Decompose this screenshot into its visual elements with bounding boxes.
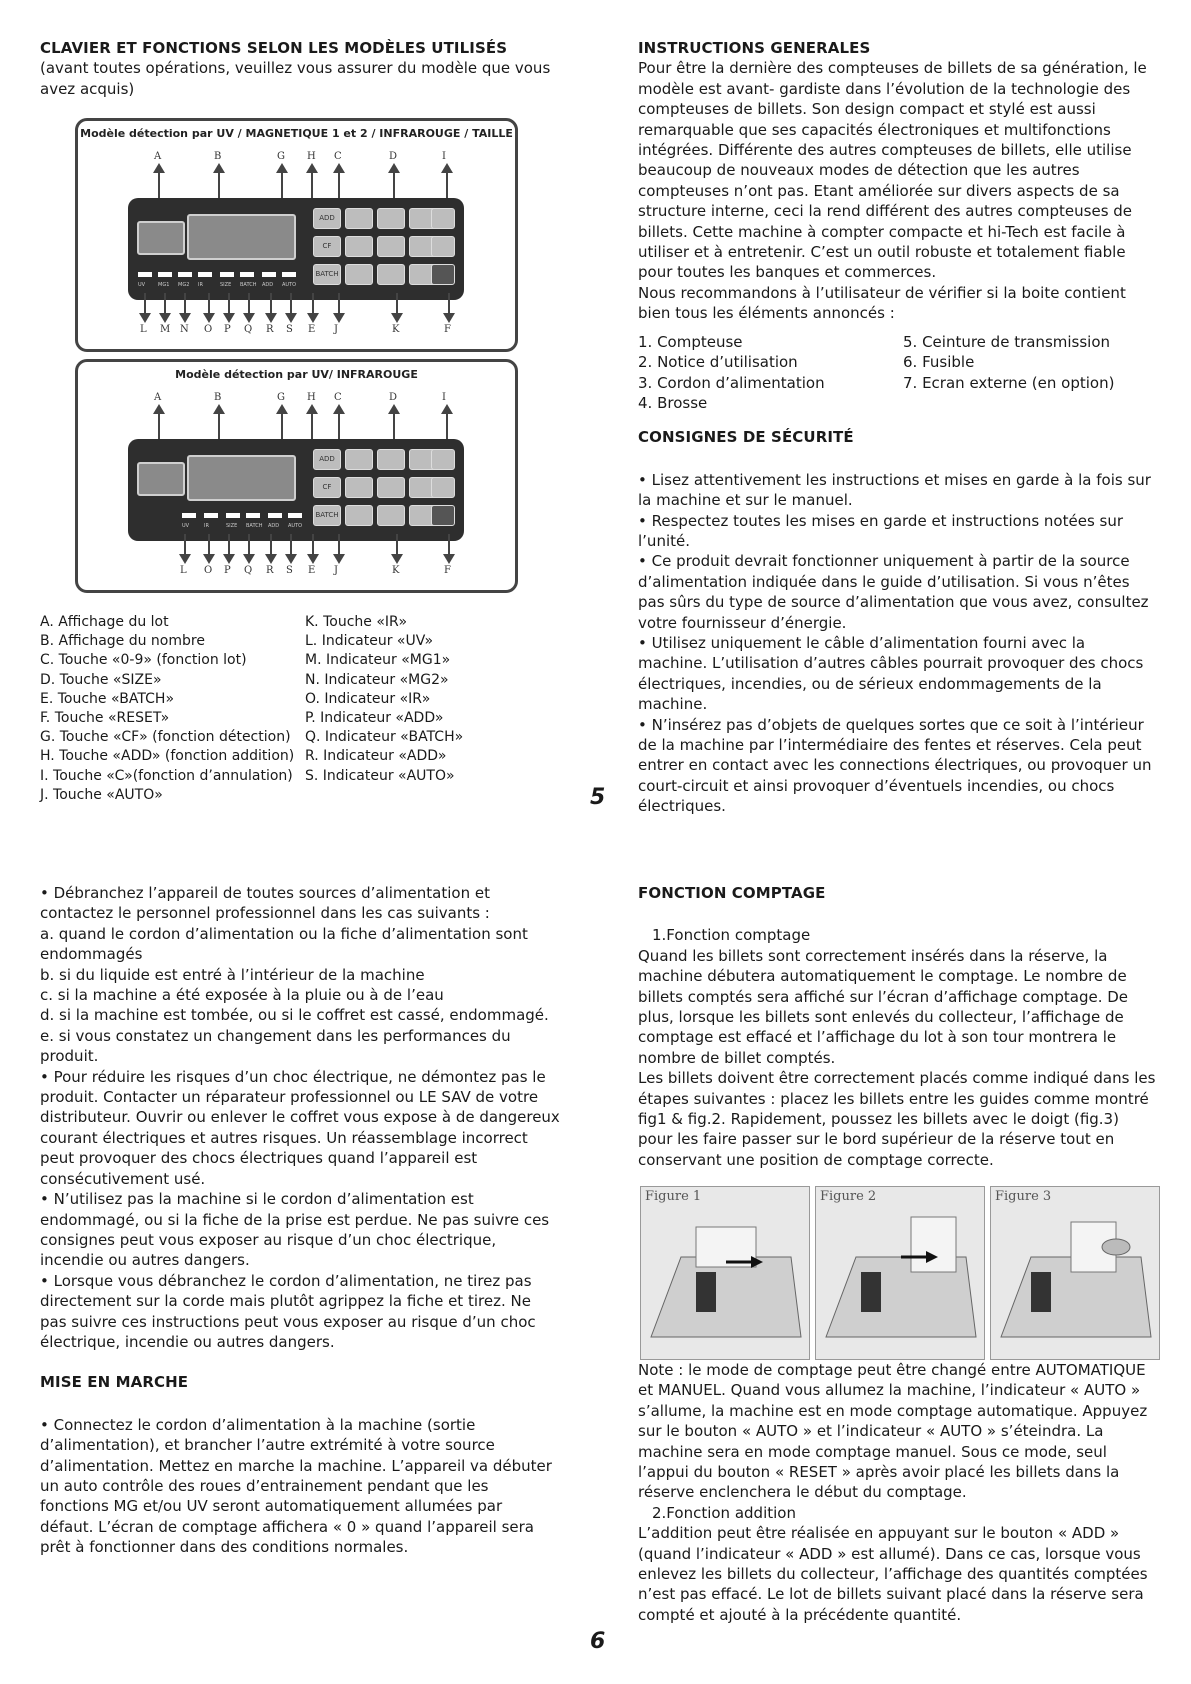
callout-arrow xyxy=(208,293,210,321)
legend-item: M. Indicateur «MG1» xyxy=(305,652,451,669)
addition-text: L’addition peut être réalisée en appuyant sur le bouton « ADD » (quand l’indicateur « ADD » est allumé). Dans ce cas, lorsque vous enlevez les billets du collecteur, l’affichage des quantités comptées n’est pas effacé. Le lot de billets suivant placé dans la réserve sera compté et ajouté à la précédente quantité. xyxy=(638,1524,1148,1624)
p5-right-column xyxy=(638,38,1158,817)
bottom-callout-label: P xyxy=(224,324,231,335)
bottom-callout-label: N xyxy=(180,324,189,335)
callout-arrow xyxy=(228,534,230,562)
counting-machine-illustration xyxy=(991,1187,1159,1359)
legend-item: G. Touche «CF» (fonction détection) xyxy=(40,729,291,746)
safety-heading: CONSIGNES DE SÉCURITÉ xyxy=(638,428,854,447)
callout-arrow xyxy=(248,534,250,562)
callout-arrow xyxy=(448,534,450,562)
counting-subheading: 1.Fonction comptage xyxy=(652,926,811,945)
bottom-callout-label: R xyxy=(266,565,274,576)
top-callout-label: B xyxy=(214,392,222,403)
top-callout-label: C xyxy=(334,392,342,403)
case-item: a. quand le cordon d’alimentation ou la fiche d’alimentation sont endommagés xyxy=(40,924,528,964)
general-instructions-heading: INSTRUCTIONS GENERALES xyxy=(638,39,871,57)
figure-2 xyxy=(815,1186,985,1360)
indicator-light xyxy=(288,513,302,518)
bottom-callout-label: Q xyxy=(244,324,253,335)
unplug-intro: • Débranchez l’appareil de toutes sources d’alimentation et contactez le personnel professionnel dans les cas suivants : xyxy=(40,884,490,923)
list-item: 7. Ecran externe (en option) xyxy=(903,373,1115,392)
callout-arrow xyxy=(228,293,230,321)
placement-text: Les billets doivent être correctement placés comme indiqué dans les étapes suivantes : placez les billets entre les guides comme montré fig1 & fig.2. Rapidement, poussez les billets avec le doigt (fig.3) pour les faire passer sur le bord supérieur de la réserve tout en conservant une position de comptage correcte. xyxy=(638,1069,1156,1169)
keypad-diagram-full-model xyxy=(75,118,518,352)
callout-arrow xyxy=(184,534,186,562)
p5-left-column xyxy=(40,38,560,99)
counting-machine-illustration xyxy=(641,1187,809,1359)
bottom-callout-label: O xyxy=(204,565,213,576)
legend-item: O. Indicateur «IR» xyxy=(305,690,431,707)
legend-item: N. Indicateur «MG2» xyxy=(305,671,449,688)
indicator-light xyxy=(204,513,218,518)
callout-arrow xyxy=(290,534,292,562)
p6-right-column-bottom xyxy=(638,1360,1158,1625)
key xyxy=(345,505,373,526)
keyboard-intro: (avant toutes opérations, veuillez vous assurer du modèle que vous avez acquis) xyxy=(40,59,551,98)
list-item: 6. Fusible xyxy=(903,353,975,372)
list-item: 3. Cordon d’alimentation xyxy=(638,373,825,392)
callout-arrow xyxy=(393,165,395,201)
list-item: 4. Brosse xyxy=(638,393,708,412)
page-number: 5 xyxy=(590,785,606,810)
safety-bullet: • Lisez attentivement les instructions et mises en garde à la fois sur la machine et sur le manuel. xyxy=(638,470,1151,510)
figure-3 xyxy=(990,1186,1160,1360)
key xyxy=(431,236,455,257)
key xyxy=(377,264,405,285)
batch-display xyxy=(137,462,185,496)
case-item: d. si la machine est tombée, ou si le coffret est cassé, endommagé. xyxy=(40,1006,549,1025)
callout-arrow xyxy=(248,293,250,321)
indicator-label: ADD xyxy=(268,523,280,529)
callout-arrow xyxy=(448,293,450,321)
contents-intro: Nous recommandons à l’utilisateur de vérifier si la boite contient bien tous les éléments annoncés : xyxy=(638,283,1126,323)
callout-arrow xyxy=(208,534,210,562)
case-item: b. si du liquide est entré à l’intérieur de la machine xyxy=(40,965,425,984)
note-text: Note : le mode de comptage peut être changé entre AUTOMATIQUE et MANUEL. Quand vous allumez la machine, l’indicateur « AUTO » s’allume, la machine est en mode comptage automatique. Appuyez sur le bouton « AUTO » et l’indicateur « AUTO » s’éteindra. La machine sera en mode comptage manuel. Sous ce mode, seul l’appui du bouton « RESET » après avoir placé les billets dans la réserve enclenchera le début du comptage. xyxy=(638,1361,1148,1502)
legend-left xyxy=(40,613,300,805)
bottom-callout-label: K xyxy=(392,324,400,335)
indicator-light xyxy=(220,272,234,277)
bottom-callout-label: J xyxy=(334,324,339,335)
key xyxy=(345,208,373,229)
count-display xyxy=(187,214,296,260)
callout-arrow xyxy=(393,406,395,442)
p6-right-column xyxy=(638,883,1158,1170)
callout-arrow xyxy=(446,406,448,442)
callout-arrow xyxy=(396,534,398,562)
list-item: 2. Notice d’utilisation xyxy=(638,353,798,372)
indicator-light xyxy=(226,513,240,518)
top-callout-label: G xyxy=(277,151,285,162)
key xyxy=(377,477,405,498)
top-callout-label: H xyxy=(307,392,316,403)
safety-bullet: • Pour réduire les risques d’un choc électrique, ne démontez pas le produit. Contacter un réparateur professionnel ou LE SAV de votre distributeur. Ouvrir ou enlever le coffret vous expose à de dangereux courant électriques et autres risques. Un réassemblage incorrect peut provoquer des chocs électriques quand l’appareil est consécutivement usé. xyxy=(40,1067,560,1188)
legend-item: E. Touche «BATCH» xyxy=(40,690,175,707)
keypad-panel xyxy=(128,439,464,541)
counting-text: Quand les billets sont correctement insérés dans la réserve, la machine débutera automatiquement le comptage. Le nombre de billets comptés sera affiché sur l’écran d’affichage comptage. De plus, lorsque les billets sont enlevés du collecteur, l’affichage de comptage est effacé et l’affichage du lot à son tour montrera le nombre de billet comptés. xyxy=(638,946,1129,1067)
batch-display xyxy=(137,221,185,255)
p6-left-column xyxy=(40,883,560,1558)
bottom-callout-label: J xyxy=(334,565,339,576)
callout-arrow xyxy=(396,293,398,321)
callout-arrow xyxy=(290,293,292,321)
bottom-callout-label: L xyxy=(140,324,147,335)
figure-label: Figure 3 xyxy=(995,1189,1052,1204)
callout-arrow xyxy=(158,406,160,442)
top-callout-label: D xyxy=(389,151,398,162)
bottom-callout-label: L xyxy=(180,565,187,576)
addition-subheading: 2.Fonction addition xyxy=(652,1503,796,1522)
cf-key: CF xyxy=(313,236,341,257)
keypad-panel xyxy=(128,198,464,300)
bottom-callout-label: S xyxy=(286,324,293,335)
callout-arrow xyxy=(338,293,340,321)
indicator-light xyxy=(178,272,192,277)
key xyxy=(377,236,405,257)
add-key: ADD xyxy=(313,208,341,229)
indicator-light xyxy=(240,272,254,277)
counting-heading: FONCTION COMPTAGE xyxy=(638,884,826,902)
bottom-callout-label: S xyxy=(286,565,293,576)
key xyxy=(431,477,455,498)
bottom-callout-label: Q xyxy=(244,565,253,576)
legend-item: L. Indicateur «UV» xyxy=(305,633,434,650)
batch-key: BATCH xyxy=(313,505,341,526)
diagram-title: Modèle détection par UV/ INFRAROUGE xyxy=(175,368,418,381)
key xyxy=(345,264,373,285)
top-callout-label: C xyxy=(334,151,342,162)
indicator-light xyxy=(158,272,172,277)
figure-1 xyxy=(640,1186,810,1360)
top-callout-label: A xyxy=(154,392,162,403)
callout-arrow xyxy=(184,293,186,321)
indicator-label: UV xyxy=(138,282,146,288)
top-callout-label: I xyxy=(442,392,446,403)
indicator-label: MG2 xyxy=(178,282,190,288)
key xyxy=(345,449,373,470)
key xyxy=(345,477,373,498)
keyboard-heading: CLAVIER ET FONCTIONS SELON LES MODÈLES UTILISÉS xyxy=(40,39,508,57)
legend-item: B. Affichage du nombre xyxy=(40,633,205,650)
key xyxy=(345,236,373,257)
indicator-label: ADD xyxy=(262,282,274,288)
indicator-light xyxy=(182,513,196,518)
callout-arrow xyxy=(270,534,272,562)
power-on-text: • Connectez le cordon d’alimentation à la machine (sortie d’alimentation), et brancher l’autre extrémité à votre source d’alimentation. Mettez en marche la machine. L’appareil va débuter un auto contrôle des roues d’entrainement pendant que les fonctions MG et/ou UV seront automatiquement allumées par défaut. L’écran de comptage affichera « 0 » quand l’appareil sera prêt à fonctionner dans des conditions normales. xyxy=(40,1415,552,1557)
indicator-label: BATCH xyxy=(240,282,257,288)
count-display xyxy=(187,455,296,501)
general-instructions-text: Pour être la dernière des compteuses de billets de sa génération, le modèle est avant- gardiste dans l’évolution de la technologie des compteuses de billets. Son design compact et stylé est aussi remarquable que ses capacités électroniques et multifonctions intégrées. Différente des autres compteuses de billets, elle utilise beaucoup de nouveaux modes de détection que les autres compteuses n’ont pas. Etant améliorée sur divers aspects de sa structure interne, ceci la rend différent des autres compteuses de billets. Cette machine à compter compacte et hi-Tech est facile à utiliser et à entretenir. C’est un outil robuste et totalement fiable pour toutes les banques et commerces. xyxy=(638,59,1147,282)
callout-arrow xyxy=(158,165,160,201)
callout-arrow xyxy=(311,165,313,201)
legend-item: D. Touche «SIZE» xyxy=(40,671,162,688)
indicator-label: AUTO xyxy=(282,282,297,288)
figure-label: Figure 1 xyxy=(645,1189,702,1204)
indicator-light xyxy=(138,272,152,277)
top-callout-label: I xyxy=(442,151,446,162)
safety-bullet: • Respectez toutes les mises en garde et instructions notées sur l’unité. xyxy=(638,511,1124,550)
callout-arrow xyxy=(218,406,220,442)
bottom-callout-label: F xyxy=(444,324,451,335)
indicator-light xyxy=(268,513,282,518)
callout-arrow xyxy=(270,293,272,321)
key xyxy=(377,449,405,470)
callout-arrow xyxy=(281,406,283,442)
callout-arrow xyxy=(338,406,340,442)
legend-item: K. Touche «IR» xyxy=(305,614,408,630)
legend-item: F. Touche «RESET» xyxy=(40,710,170,727)
bottom-callout-label: F xyxy=(444,565,451,576)
batch-key: BATCH xyxy=(313,264,341,285)
top-callout-label: G xyxy=(277,392,285,403)
indicator-label: MG1 xyxy=(158,282,170,288)
legend-item: R. Indicateur «ADD» xyxy=(305,748,447,765)
reset-key xyxy=(431,505,455,526)
top-callout-label: H xyxy=(307,151,316,162)
callout-arrow xyxy=(218,165,220,201)
callout-arrow xyxy=(144,293,146,321)
bottom-callout-label: E xyxy=(308,324,316,335)
list-item: 5. Ceinture de transmission xyxy=(903,332,1111,351)
legend-item: P. Indicateur «ADD» xyxy=(305,710,444,727)
bottom-callout-label: E xyxy=(308,565,316,576)
keypad-diagram-uv-ir-model xyxy=(75,359,518,593)
top-callout-label: A xyxy=(154,151,162,162)
legend-item: A. Affichage du lot xyxy=(40,614,169,630)
bottom-callout-label: P xyxy=(224,565,231,576)
power-on-heading: MISE EN MARCHE xyxy=(40,1373,189,1392)
key xyxy=(377,208,405,229)
indicator-light xyxy=(246,513,260,518)
safety-bullet: • Lorsque vous débranchez le cordon d’alimentation, ne tirez pas directement sur la corde mais plutôt agrippez la fiche et tirez. Ne pas suivre ces instructions peut vous exposer au risque d’un choc électrique, incendie ou autres dangers. xyxy=(40,1271,536,1351)
indicator-label: SIZE xyxy=(226,523,238,529)
cf-key: CF xyxy=(313,477,341,498)
safety-bullet: • N’utilisez pas la machine si le cordon d’alimentation est endommagé, ou si la fiche de la prise est perdue. Ne pas suivre ces consignes peut vous exposer au risque d’un choc électrique, incendie ou autres dangers. xyxy=(40,1190,550,1270)
bottom-callout-label: R xyxy=(266,324,274,335)
callout-arrow xyxy=(312,293,314,321)
counting-machine-illustration xyxy=(816,1187,984,1359)
callout-arrow xyxy=(338,534,340,562)
legend-item: Q. Indicateur «BATCH» xyxy=(305,729,464,746)
safety-bullet: • Utilisez uniquement le câble d’alimentation fourni avec la machine. L’utilisation d’autres câbles pourrait provoquer des chocs électriques, incendies, ou de sérieux endommagements de la machine. xyxy=(638,633,1144,714)
safety-bullet: • Ce produit devrait fonctionner uniquement à partir de la source d’alimentation indiquée dans le guide d’utilisation. Si vous n’êtes pas sûrs du type de source d’alimentation que vous avez, consultez votre fournisseur d’énergie. xyxy=(638,552,1149,632)
legend-item: S. Indicateur «AUTO» xyxy=(305,767,455,784)
list-item: 1. Compteuse xyxy=(638,332,743,351)
callout-arrow xyxy=(311,406,313,442)
legend-item: J. Touche «AUTO» xyxy=(40,786,163,803)
top-callout-label: D xyxy=(389,392,398,403)
key xyxy=(377,505,405,526)
indicator-label: BATCH xyxy=(246,523,263,529)
page-number: 6 xyxy=(590,1629,606,1654)
key xyxy=(431,449,455,470)
callout-arrow xyxy=(446,165,448,201)
diagram-title: Modèle détection par UV / MAGNETIQUE 1 et 2 / INFRAROUGE / TAILLE xyxy=(80,127,513,140)
indicator-light xyxy=(282,272,296,277)
indicator-label: SIZE xyxy=(220,282,232,288)
legend-right xyxy=(305,613,525,786)
callout-arrow xyxy=(312,534,314,562)
bottom-callout-label: M xyxy=(160,324,171,335)
legend-item: C. Touche «0-9» (fonction lot) xyxy=(40,652,247,669)
indicator-label: IR xyxy=(204,523,209,529)
callout-arrow xyxy=(338,165,340,201)
box-contents-list xyxy=(638,332,1158,414)
reset-key xyxy=(431,264,455,285)
legend-item: H. Touche «ADD» (fonction addition) xyxy=(40,748,295,765)
bottom-callout-label: O xyxy=(204,324,213,335)
case-item: c. si la machine a été exposée à la pluie ou à de l’eau xyxy=(40,986,444,1005)
callout-arrow xyxy=(281,165,283,201)
bottom-callout-label: K xyxy=(392,565,400,576)
indicator-label: AUTO xyxy=(288,523,303,529)
add-key: ADD xyxy=(313,449,341,470)
key xyxy=(431,208,455,229)
indicator-light xyxy=(198,272,212,277)
indicator-label: IR xyxy=(198,282,203,288)
callout-arrow xyxy=(164,293,166,321)
top-callout-label: B xyxy=(214,151,222,162)
safety-bullet: • N’insérez pas d’objets de quelques sortes que ce soit à l’intérieur de la machine par l’intermédiaire des fentes et réserves. Cela peut entrer en contact avec les connections électriques, ou provoquer un court-circuit et ainsi provoquer d’éventuels incendies, ou chocs électriques. xyxy=(638,715,1152,816)
case-item: e. si vous constatez un changement dans les performances du produit. xyxy=(40,1026,511,1066)
figure-label: Figure 2 xyxy=(820,1189,877,1204)
indicator-light xyxy=(262,272,276,277)
indicator-label: UV xyxy=(182,523,190,529)
legend-item: I. Touche «C»(fonction d’annulation) xyxy=(40,767,293,784)
